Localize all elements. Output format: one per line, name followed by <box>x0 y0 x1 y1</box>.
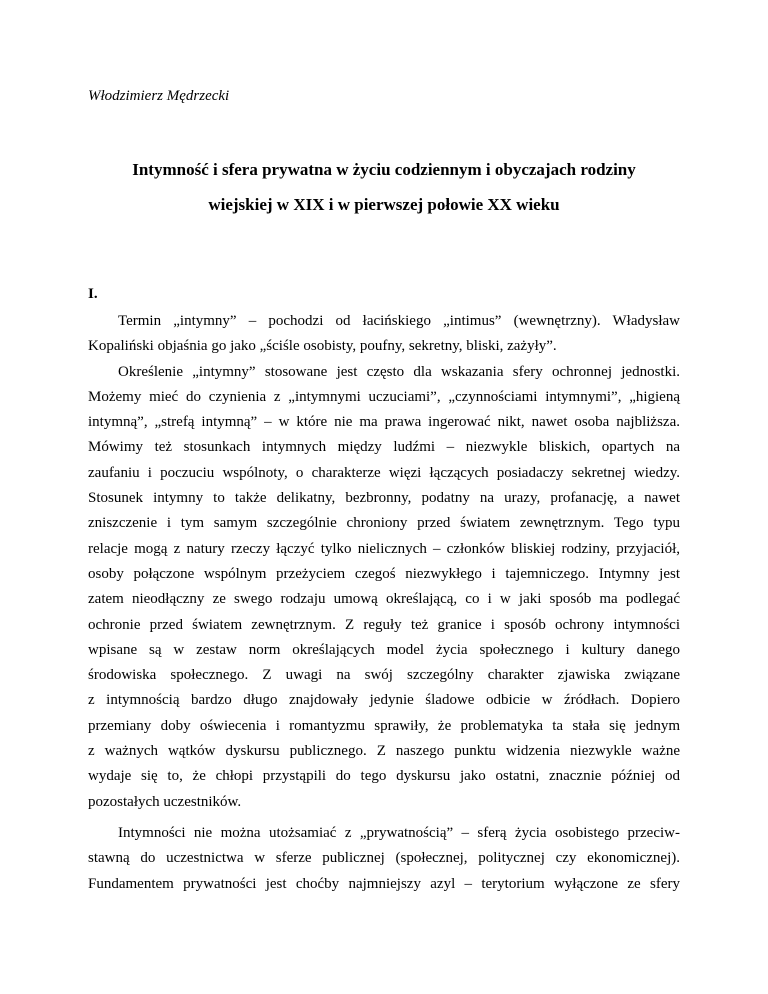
document-title <box>88 152 680 222</box>
text-line: Termin „intymny” – pochodzi od łacińskiego „intimus” (wewnętrzny). Władysław <box>118 313 680 329</box>
text-line: Mówimy też stosunkach intymnych między ludźmi – niezwykle bliskich, opartych na <box>88 439 680 456</box>
text-line: zaufaniu i poczuciu wspólnoty, o charakterze więzi łączących posiadaczy sekretnej wiedzy. <box>88 464 680 481</box>
text-line: z ważnych wątków dyskursu publicznego. Z naszego punktu widzenia niezwykle ważne <box>88 743 680 760</box>
paragraph-block-1 <box>88 309 680 815</box>
text-line: zniszczenie i tym samym szczególnie chroniony przed światem zewnętrznym. Tego typu <box>88 515 680 532</box>
text-line: Możemy mieć do czynienia z „intymnymi uczuciami”, „czynnościami intymnymi”, „higieną <box>88 388 680 405</box>
text-line: relacje mogą z natury rzeczy łączyć tylko nielicznych – członków bliskiej rodziny, przyjaciół, <box>88 540 680 557</box>
text-line: pozostałych uczestników. <box>88 793 242 810</box>
text-line: Kopaliński objaśnia go jako „ściśle osobisty, poufny, sekretny, bliski, zażyły”. <box>88 338 557 355</box>
text-line: Określenie „intymny” stosowane jest często dla wskazania sfery ochronnej jednostki. <box>118 363 680 380</box>
text-line: intymną”, „strefą intymną” – w które nie ma prawa ingerować nikt, nawet osoba najbliższa. <box>88 414 680 431</box>
text-line: zatem nieodłączny ze swego rodzaju umową określającą, co i w jaki sposób ma podlegać <box>88 591 680 608</box>
text-line: stawną do uczestnictwa w sferze publicznej (społecznej, politycznej czy ekonomicznej). <box>88 850 680 867</box>
text-line: Intymności nie można utożsamiać z „prywatnością” – sferą życia osobistego przeciw- <box>118 825 680 841</box>
text-line: wydaje się to, że chłopi przystąpili do tego dyskursu jako ostatni, znacznie później od <box>88 768 680 785</box>
text-line: osoby połączone wspólnym przeżyciem czegoś niezwykłego i tajemniczego. Intymny jest <box>88 565 680 582</box>
text-line: Stosunek intymny to także delikatny, bezbronny, podatny na urazy, profanację, a nawet <box>88 490 680 507</box>
text-line: ochronie przed światem zewnętrznym. Z reguły też granice i sposób ochrony intymności <box>88 616 680 633</box>
title-line: Intymność i sfera prywatna w życiu codziennym i obyczajach rodziny <box>132 160 636 179</box>
section-heading: I. <box>88 286 98 302</box>
text-line: przemiany doby oświecenia i romantyzmu sprawiły, że problematyka ta stała się jednym <box>88 717 680 734</box>
text-line: środowiska społecznego. Z uwagi na swój szczególny charakter zjawiska związane <box>88 667 680 684</box>
title-line: wiejskiej w XIX i w pierwszej połowie XX wieku <box>208 195 560 214</box>
author-name: Włodzimierz Mędrzecki <box>88 88 230 104</box>
paragraph-block-2 <box>88 821 680 897</box>
text-line: Fundamentem prywatności jest choćby najmniejszy azyl – terytorium wyłączone ze sfery <box>88 875 680 892</box>
text-line: wpisane są w zestaw norm określających model życia społecznego i kultury danego <box>88 641 680 658</box>
text-line: z intymnością bardzo długo znajdowały jedynie śladowe odbicie w źródłach. Dopiero <box>88 692 680 709</box>
